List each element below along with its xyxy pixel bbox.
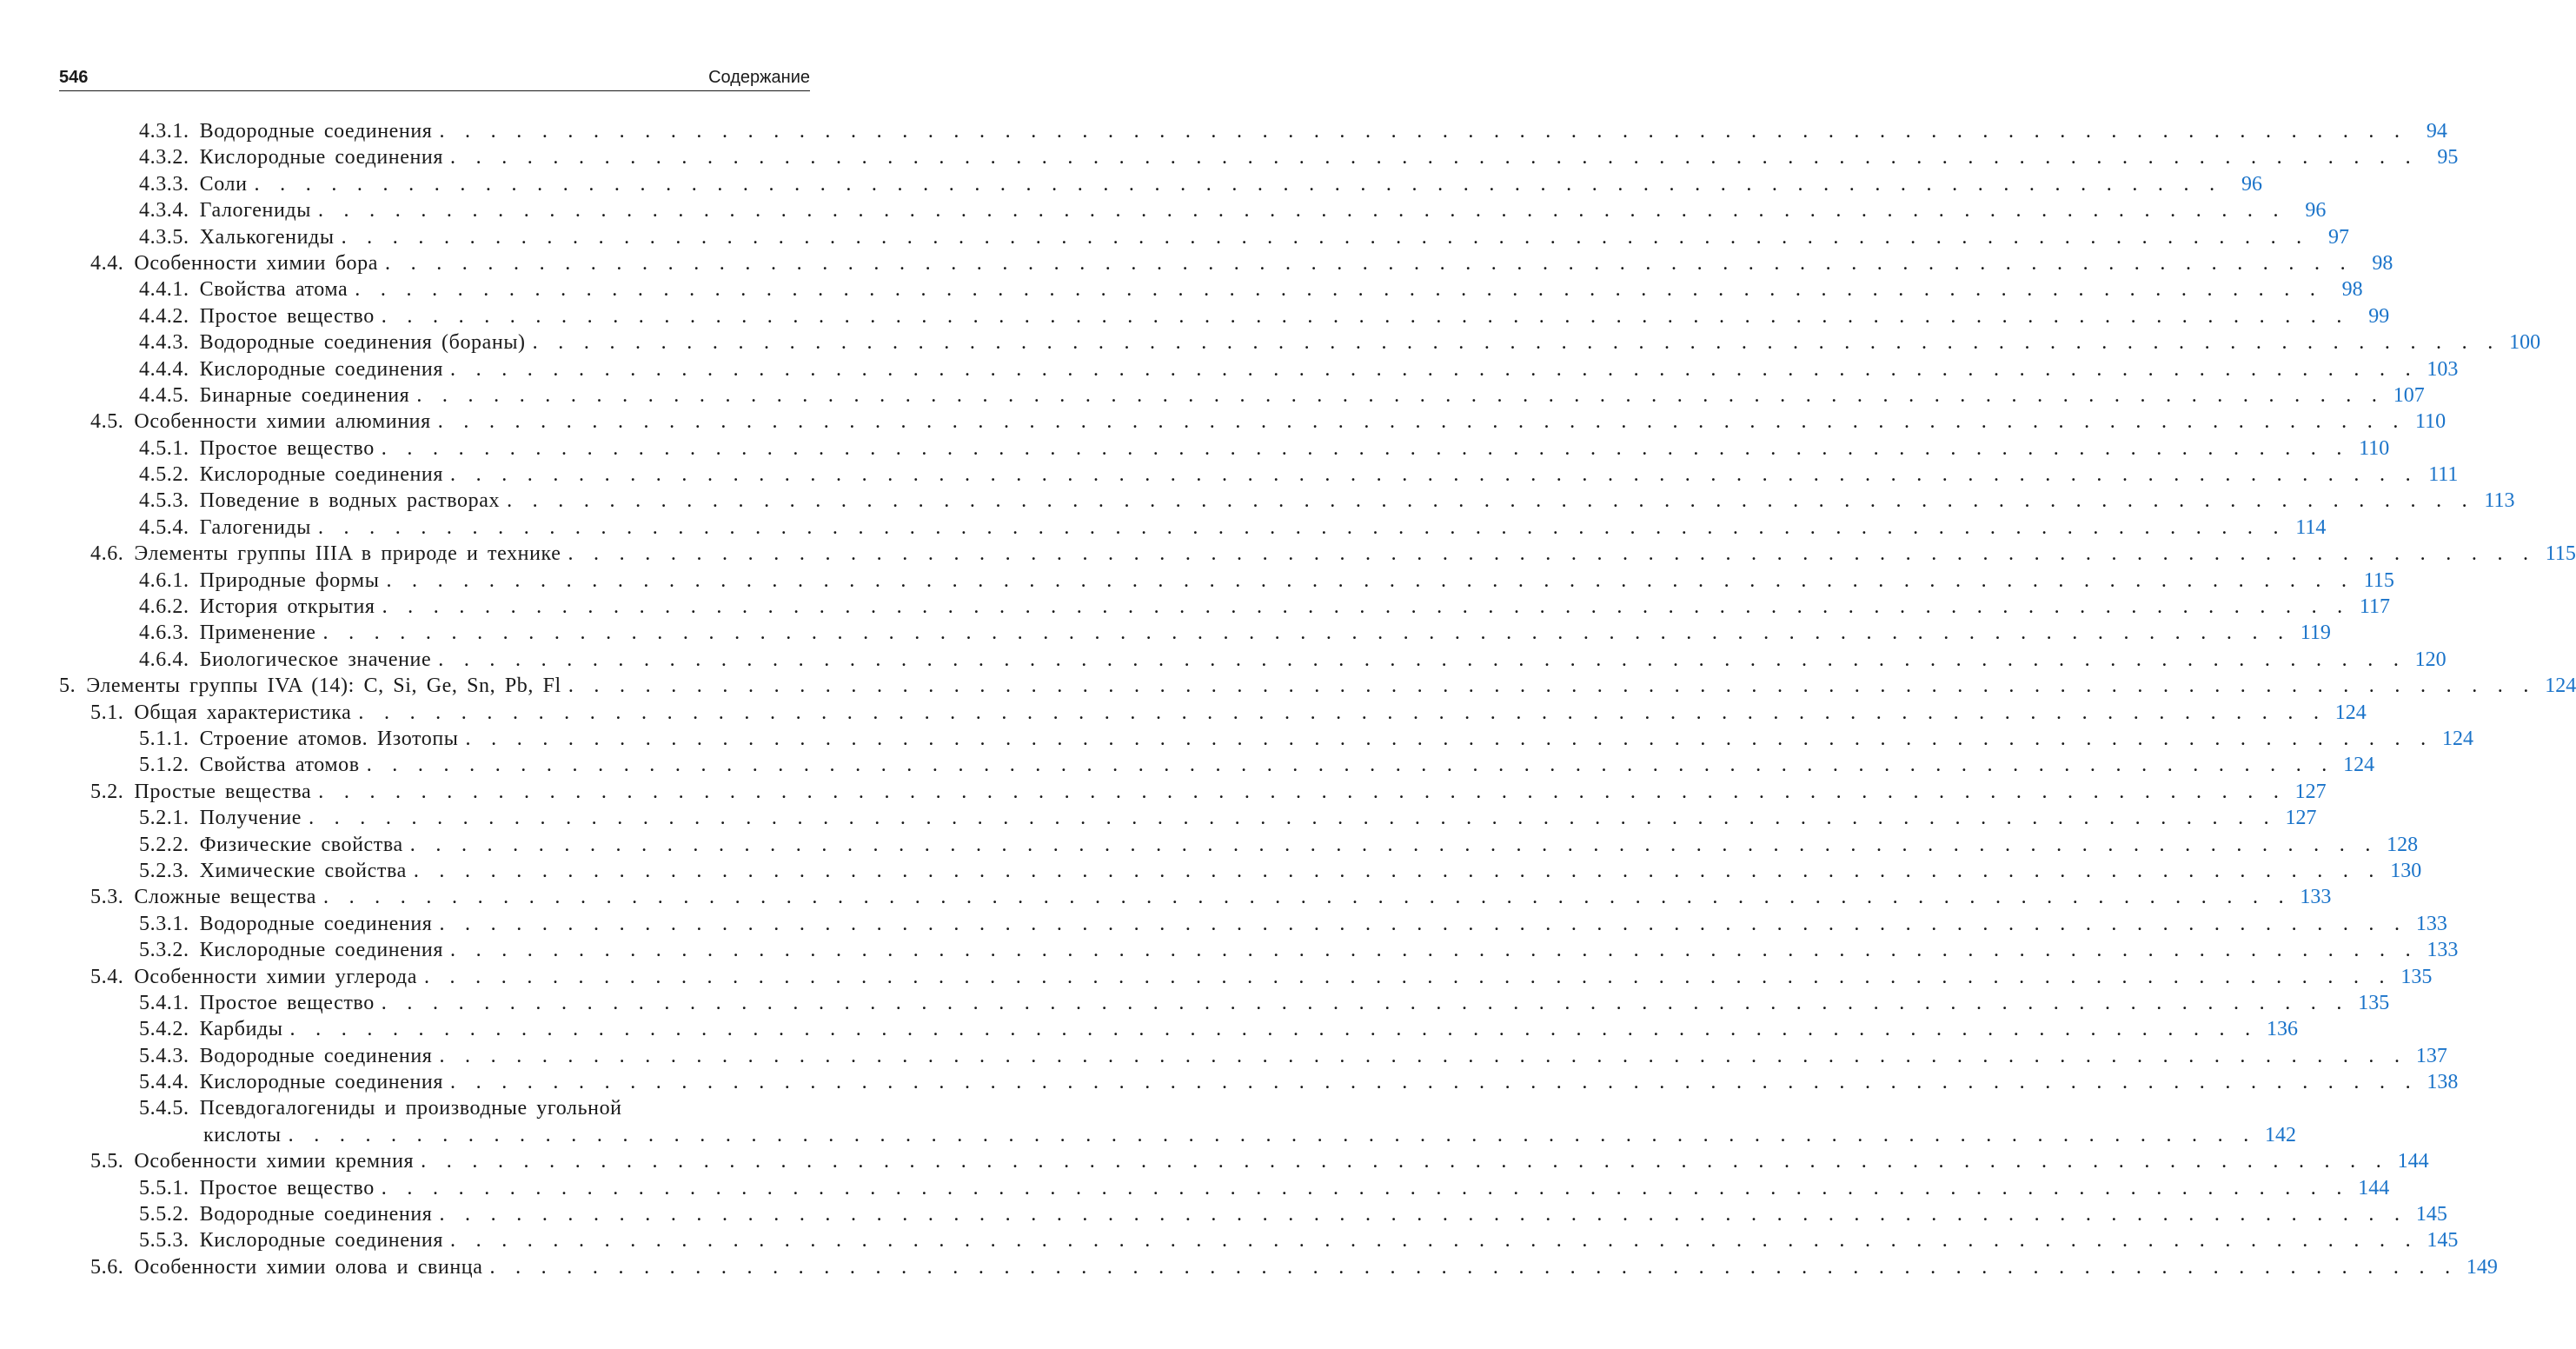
- toc-entry[interactable]: [0, 1255, 2498, 1282]
- entry-title: Элементы группы IIIA в природе и технике: [134, 542, 561, 566]
- entry-title: Свойства атома: [199, 278, 349, 302]
- entry-title: Водородные соединения: [199, 1044, 433, 1067]
- entry-title: Кислородные соединения: [199, 1071, 443, 1094]
- dot-leader: . . . . . . . . . . . . . . . . . . . . . . . . . . . . . . . . . . . . . . . . . . . . . . . . . . . . . . . . . . . . . . . . . . . . . . . . . . . . .: [507, 489, 2473, 513]
- entry-page-link[interactable]: 96: [2241, 172, 2262, 196]
- entry-number: 4.5.1.: [139, 436, 189, 460]
- entry-number: 4.4.3.: [139, 331, 189, 355]
- entry-number: 4.3.4.: [139, 199, 189, 223]
- dot-leader: . . . . . . . . . . . . . . . . . . . . . . . . . . . . . . . . . . . . . . . . . . . . . . . . . . . . . . . . . . . . . . . . . . . . . . . . . . . . .: [382, 595, 2348, 619]
- toc-entry[interactable]: [0, 383, 2425, 410]
- entry-title: Халькогениды: [199, 225, 335, 249]
- entry-page-link[interactable]: 107: [2393, 383, 2425, 407]
- toc-entry-multiline[interactable]: [0, 1097, 869, 1123]
- entry-number: 4.6.1.: [139, 568, 189, 592]
- entry-page-link[interactable]: 135: [2358, 991, 2390, 1014]
- toc-entry[interactable]: [0, 674, 2576, 701]
- dot-leader: . . . . . . . . . . . . . . . . . . . . . . . . . . . . . . . . . . . . . . . . . . . . . . . . . . . . . . . . . . . . . . . . . . . . . . . . . . . . .: [421, 1150, 2387, 1173]
- entry-page-link[interactable]: 145: [2415, 1203, 2447, 1226]
- toc-entry[interactable]: [0, 436, 2390, 463]
- toc-entry[interactable]: [0, 146, 2459, 172]
- toc-entry[interactable]: [0, 595, 2390, 621]
- entry-number: 5.5.2.: [139, 1203, 189, 1226]
- entry-title: Простое вещество: [199, 1176, 375, 1199]
- dot-leader: . . . . . . . . . . . . . . . . . . . . . . . . . . . . . . . . . . . . . . . . . . . . . . . . . . . . . . . . . . . . . . . . . . . . . . . . . . . . .: [385, 251, 2352, 275]
- dot-leader: . . . . . . . . . . . . . . . . . . . . . . . . . . . . . . . . . . . . . . . . . . . . . . . . . . . . . . . . . . . . . . . . . . . . . . . . . . . . .: [489, 1255, 2456, 1279]
- toc-entry[interactable]: [0, 568, 2394, 595]
- dot-leader: . . . . . . . . . . . . . . . . . . . . . . . . . . . . . . . . . . . . . . . . . . . . . . . . . . . . . . . . . . . . . . . . . . . . . . . . . . . . .: [317, 515, 2285, 539]
- entry-number: 5.1.2.: [139, 754, 189, 777]
- toc-entry-continuation[interactable]: [0, 1123, 2297, 1150]
- toc-entry[interactable]: [0, 542, 2576, 568]
- toc-entry[interactable]: [0, 939, 2459, 965]
- dot-leader: . . . . . . . . . . . . . . . . . . . . . . . . . . . . . . . . . . . . . . . . . . . . . . . . . . . . . . . . . . . . . . . . . . . . . . . . . . . . .: [381, 1176, 2348, 1199]
- toc-entry[interactable]: [0, 1018, 2298, 1044]
- toc-entry[interactable]: [0, 331, 2541, 357]
- entry-title: История открытия: [199, 595, 375, 619]
- dot-leader: . . . . . . . . . . . . . . . . . . . . . . . . . . . . . . . . . . . . . . . . . . . . . . . . . . . . . . . . . . . . . . . . . . . . . . . . . . . . .: [288, 1123, 2255, 1146]
- entry-title: Простое вещество: [199, 991, 375, 1014]
- table-of-contents: [0, 120, 2576, 1282]
- entry-number: 5.5.: [90, 1150, 124, 1173]
- entry-page-link[interactable]: 115: [2363, 568, 2394, 592]
- toc-entry[interactable]: [0, 648, 2447, 674]
- toc-entry[interactable]: [0, 278, 2363, 304]
- dot-leader: . . . . . . . . . . . . . . . . . . . . . . . . . . . . . . . . . . . . . . . . . . . . . . . . . . . . . . . . . . . . . . . . . . . . . . . . . . . . .: [568, 542, 2534, 566]
- entry-title: Элементы группы IVA (14): C, Si, Ge, Sn, Pb, Fl: [86, 674, 561, 698]
- entry-title: Галогениды: [199, 199, 311, 223]
- dot-leader: . . . . . . . . . . . . . . . . . . . . . . . . . . . . . . . . . . . . . . . . . . . . . . . . . . . . . . . . . . . . . . . . . . . . . . . . . . . . .: [381, 436, 2348, 460]
- dot-leader: . . . . . . . . . . . . . . . . . . . . . . . . . . . . . . . . . . . . . . . . . . . . . . . . . . . . . . . . . . . . . . . . . . . . . . . . . . . . .: [366, 754, 2334, 777]
- entry-page-link[interactable]: 110: [2359, 436, 2390, 460]
- entry-page-link[interactable]: 94: [2426, 120, 2447, 143]
- entry-title: Кислородные соединения: [199, 463, 443, 487]
- toc-entry[interactable]: [0, 1044, 2447, 1071]
- dot-leader: . . . . . . . . . . . . . . . . . . . . . . . . . . . . . . . . . . . . . . . . . . . . . . . . . . . . . . . . . . . . . . . . . . . . . . . . . . . . .: [439, 1044, 2406, 1067]
- dot-leader: . . . . . . . . . . . . . . . . . . . . . . . . . . . . . . . . . . . . . . . . . . . . . . . . . . . . . . . . . . . . . . . . . . . . . . . . . . . . .: [386, 568, 2353, 592]
- toc-entry[interactable]: [0, 859, 2422, 886]
- entry-number: 4.4.: [90, 251, 124, 275]
- entry-page-link[interactable]: 128: [2387, 833, 2419, 856]
- entry-title: Общая характеристика: [134, 701, 352, 724]
- entry-title: Свойства атомов: [199, 754, 360, 777]
- entry-title: Химические свойства: [199, 859, 407, 882]
- entry-title: Карбиды: [199, 1018, 283, 1041]
- dot-leader: . . . . . . . . . . . . . . . . . . . . . . . . . . . . . . . . . . . . . . . . . . . . . . . . . . . . . . . . . . . . . . . . . . . . . . . . . . . . .: [450, 1229, 2417, 1253]
- entry-title: Строение атомов. Изотопы: [199, 727, 459, 750]
- entry-number: 5.4.4.: [139, 1071, 189, 1094]
- entry-page-link[interactable]: 117: [2359, 595, 2390, 619]
- toc-entry[interactable]: [0, 120, 2447, 146]
- dot-leader: . . . . . . . . . . . . . . . . . . . . . . . . . . . . . . . . . . . . . . . . . . . . . . . . . . . . . . . . . . . . . . . . . . . . . . . . . . . . .: [450, 146, 2417, 169]
- dot-leader: . . . . . . . . . . . . . . . . . . . . . . . . . . . . . . . . . . . . . . . . . . . . . . . . . . . . . . . . . . . . . . . . . . . . . . . . . . . . .: [381, 991, 2348, 1014]
- entry-page-link[interactable]: 149: [2466, 1255, 2498, 1279]
- entry-page-link[interactable]: 114: [2295, 515, 2327, 539]
- entry-title: Кислородные соединения: [199, 1229, 443, 1253]
- toc-entry[interactable]: [0, 199, 2327, 225]
- dot-leader: . . . . . . . . . . . . . . . . . . . . . . . . . . . . . . . . . . . . . . . . . . . . . . . . . . . . . . . . . . . . . . . . . . . . . . . . . . . . .: [465, 727, 2432, 750]
- dot-leader: . . . . . . . . . . . . . . . . . . . . . . . . . . . . . . . . . . . . . . . . . . . . . . . . . . . . . . . . . . . . . . . . . . . . . . . . . . . . .: [568, 674, 2535, 698]
- entry-page-link[interactable]: 136: [2266, 1018, 2298, 1041]
- dot-leader: . . . . . . . . . . . . . . . . . . . . . . . . . . . . . . . . . . . . . . . . . . . . . . . . . . . . . . . . . . . . . . . . . . . . . . . . . . . . .: [450, 939, 2417, 962]
- entry-title: Поведение в водных растворах: [199, 489, 501, 513]
- entry-page-link[interactable]: 133: [2415, 912, 2447, 935]
- dot-leader: . . . . . . . . . . . . . . . . . . . . . . . . . . . . . . . . . . . . . . . . . . . . . . . . . . . . . . . . . . . . . . . . . . . . . . . . . . . . .: [439, 1203, 2406, 1226]
- entry-number: 5.5.3.: [139, 1229, 189, 1253]
- entry-page-link[interactable]: 124: [2343, 754, 2375, 777]
- entry-page-link[interactable]: 137: [2415, 1044, 2447, 1067]
- entry-number: 4.6.2.: [139, 595, 189, 619]
- dot-leader: . . . . . . . . . . . . . . . . . . . . . . . . . . . . . . . . . . . . . . . . . . . . . . . . . . . . . . . . . . . . . . . . . . . . . . . . . . . . .: [416, 383, 2383, 407]
- toc-entry[interactable]: [0, 1176, 2390, 1203]
- entry-number: 5.2.: [90, 780, 124, 803]
- entry-number: 5.6.: [90, 1255, 124, 1279]
- entry-number: 5.3.1.: [139, 912, 189, 935]
- entry-title: Биологическое значение: [199, 648, 432, 671]
- entry-page-link[interactable]: 133: [2427, 939, 2459, 962]
- entry-title: Применение: [199, 621, 316, 645]
- dot-leader: . . . . . . . . . . . . . . . . . . . . . . . . . . . . . . . . . . . . . . . . . . . . . . . . . . . . . . . . . . . . . . . . . . . . . . . . . . . . .: [355, 278, 2321, 302]
- entry-title: Получение: [199, 807, 302, 830]
- entry-title: Кислородные соединения: [199, 357, 443, 381]
- entry-title: Особенности химии углерода: [134, 965, 417, 988]
- entry-number: 4.3.5.: [139, 225, 189, 249]
- toc-entry[interactable]: [0, 225, 2349, 252]
- entry-number: 4.6.3.: [139, 621, 189, 645]
- entry-title: Водородные соединения (бораны): [199, 331, 526, 355]
- entry-title: Водородные соединения: [199, 912, 433, 935]
- entry-number: 5.5.1.: [139, 1176, 189, 1199]
- entry-page-link[interactable]: 138: [2427, 1071, 2459, 1094]
- dot-leader: . . . . . . . . . . . . . . . . . . . . . . . . . . . . . . . . . . . . . . . . . . . . . . . . . . . . . . . . . . . . . . . . . . . . . . . . . . . . .: [309, 807, 2275, 830]
- entry-number: 4.3.2.: [139, 146, 189, 169]
- entry-page-link[interactable]: 111: [2428, 463, 2459, 487]
- entry-number: 5.2.3.: [139, 859, 189, 882]
- toc-entry[interactable]: [0, 410, 2447, 436]
- entry-page-link[interactable]: 135: [2400, 965, 2433, 988]
- dot-leader: . . . . . . . . . . . . . . . . . . . . . . . . . . . . . . . . . . . . . . . . . . . . . . . . . . . . . . . . . . . . . . . . . . . . . . . . . . . . .: [322, 886, 2290, 909]
- entry-number: 4.5.4.: [139, 515, 189, 539]
- entry-number: 5.2.2.: [139, 833, 189, 856]
- toc-entry[interactable]: [0, 965, 2433, 992]
- toc-entry[interactable]: [0, 701, 2367, 728]
- entry-number: 4.5.: [90, 410, 124, 434]
- entry-number: 4.6.: [90, 542, 124, 566]
- entry-page-link[interactable]: 127: [2294, 780, 2327, 803]
- running-title: Содержание: [708, 68, 810, 87]
- entry-number: 4.6.4.: [139, 648, 189, 671]
- entry-number: 5.4.2.: [139, 1018, 189, 1041]
- page-number: 546: [59, 68, 89, 87]
- entry-number: 4.5.3.: [139, 489, 189, 513]
- dot-leader: . . . . . . . . . . . . . . . . . . . . . . . . . . . . . . . . . . . . . . . . . . . . . . . . . . . . . . . . . . . . . . . . . . . . . . . . . . . . .: [437, 410, 2405, 434]
- entry-number: 4.4.5.: [139, 383, 189, 407]
- toc-entry[interactable]: [0, 251, 2393, 278]
- dot-leader: . . . . . . . . . . . . . . . . . . . . . . . . . . . . . . . . . . . . . . . . . . . . . . . . . . . . . . . . . . . . . . . . . . . . . . . . . . . . .: [450, 357, 2417, 381]
- entry-page-link[interactable]: 144: [2358, 1176, 2390, 1199]
- entry-title: Сложные вещества: [134, 886, 316, 909]
- toc-entry[interactable]: [0, 886, 2332, 912]
- entry-number: 4.3.1.: [139, 120, 189, 143]
- entry-page-link[interactable]: 120: [2414, 648, 2447, 671]
- toc-entry[interactable]: [0, 304, 2390, 331]
- entry-page-link[interactable]: 115: [2545, 542, 2576, 566]
- entry-page-link[interactable]: 145: [2427, 1229, 2459, 1253]
- entry-number: 5.4.: [90, 965, 124, 988]
- dot-leader: . . . . . . . . . . . . . . . . . . . . . . . . . . . . . . . . . . . . . . . . . . . . . . . . . . . . . . . . . . . . . . . . . . . . . . . . . . . . .: [358, 701, 2325, 724]
- entry-page-link[interactable]: 110: [2415, 410, 2447, 434]
- dot-leader: . . . . . . . . . . . . . . . . . . . . . . . . . . . . . . . . . . . . . . . . . . . . . . . . . . . . . . . . . . . . . . . . . . . . . . . . . . . . .: [317, 199, 2285, 223]
- toc-entry[interactable]: [0, 780, 2327, 807]
- entry-title: Водородные соединения: [199, 120, 433, 143]
- dot-leader: . . . . . . . . . . . . . . . . . . . . . . . . . . . . . . . . . . . . . . . . . . . . . . . . . . . . . . . . . . . . . . . . . . . . . . . . . . . . .: [289, 1018, 2256, 1041]
- dot-leader: . . . . . . . . . . . . . . . . . . . . . . . . . . . . . . . . . . . . . . . . . . . . . . . . . . . . . . . . . . . . . . . . . . . . . . . . . . . . .: [438, 648, 2405, 671]
- entry-page-link[interactable]: 103: [2427, 357, 2459, 381]
- toc-entry[interactable]: [0, 1203, 2447, 1229]
- entry-number: 5.3.: [90, 886, 124, 909]
- dot-leader: . . . . . . . . . . . . . . . . . . . . . . . . . . . . . . . . . . . . . . . . . . . . . . . . . . . . . . . . . . . . . . . . . . . . . . . . . . . . .: [322, 621, 2289, 645]
- toc-entry[interactable]: [0, 727, 2473, 754]
- entry-page-link[interactable]: 100: [2509, 331, 2541, 355]
- toc-entry[interactable]: [0, 515, 2327, 542]
- dot-leader: . . . . . . . . . . . . . . . . . . . . . . . . . . . . . . . . . . . . . . . . . . . . . . . . . . . . . . . . . . . . . . . . . . . . . . . . . . . . .: [532, 331, 2500, 355]
- toc-entry[interactable]: [0, 912, 2447, 939]
- entry-page-link[interactable]: 119: [2300, 621, 2331, 645]
- entry-page-link[interactable]: 124: [2545, 674, 2576, 698]
- entry-page-link[interactable]: 127: [2285, 807, 2317, 830]
- entry-title: Галогениды: [199, 515, 311, 539]
- entry-title: Простое вещество: [199, 304, 375, 328]
- dot-leader: . . . . . . . . . . . . . . . . . . . . . . . . . . . . . . . . . . . . . . . . . . . . . . . . . . . . . . . . . . . . . . . . . . . . . . . . . . . . .: [318, 780, 2285, 803]
- toc-entry[interactable]: [0, 807, 2317, 833]
- toc-entry[interactable]: [0, 172, 2262, 199]
- entry-number: 5.1.1.: [139, 727, 189, 750]
- entry-number: 5.: [59, 674, 76, 698]
- dot-leader: . . . . . . . . . . . . . . . . . . . . . . . . . . . . . . . . . . . . . . . . . . . . . . . . . . . . . . . . . . . . . . . . . . . . . . . . . . . . .: [439, 120, 2406, 143]
- entry-page-link[interactable]: 99: [2368, 304, 2390, 328]
- entry-title: Особенности химии бора: [134, 251, 378, 275]
- dot-leader: . . . . . . . . . . . . . . . . . . . . . . . . . . . . . . . . . . . . . . . . . . . . . . . . . . . . . . . . . . . . . . . . . . . . . . . . . . . . .: [254, 172, 2221, 196]
- entry-number: 5.4.1.: [139, 991, 189, 1014]
- entry-page-link[interactable]: 133: [2300, 886, 2332, 909]
- dot-leader: . . . . . . . . . . . . . . . . . . . . . . . . . . . . . . . . . . . . . . . . . . . . . . . . . . . . . . . . . . . . . . . . . . . . . . . . . . . . .: [409, 833, 2377, 856]
- entry-title: Простое вещество: [199, 436, 375, 460]
- entry-number: 5.4.3.: [139, 1044, 189, 1067]
- entry-title: Бинарные соединения: [199, 383, 410, 407]
- entry-title: Особенности химии алюминия: [134, 410, 431, 434]
- entry-page-link[interactable]: 124: [2441, 727, 2473, 750]
- toc-entry[interactable]: [0, 1150, 2429, 1176]
- dot-leader: . . . . . . . . . . . . . . . . . . . . . . . . . . . . . . . . . . . . . . . . . . . . . . . . . . . . . . . . . . . . . . . . . . . . . . . . . . . . .: [413, 859, 2380, 882]
- entry-page-link[interactable]: 98: [2372, 251, 2393, 275]
- entry-number: 4.4.2.: [139, 304, 189, 328]
- dot-leader: . . . . . . . . . . . . . . . . . . . . . . . . . . . . . . . . . . . . . . . . . . . . . . . . . . . . . . . . . . . . . . . . . . . . . . . . . . . . .: [423, 965, 2391, 988]
- entry-title: Природные формы: [199, 568, 380, 592]
- entry-title: Соли: [199, 172, 248, 196]
- entry-title: кислоты: [203, 1123, 282, 1146]
- entry-title: Кислородные соединения: [199, 146, 443, 169]
- toc-entry[interactable]: [0, 357, 2459, 384]
- entry-number: 5.1.: [90, 701, 124, 724]
- toc-entry[interactable]: [0, 1071, 2459, 1097]
- entry-title: Физические свойства: [199, 833, 403, 856]
- toc-entry[interactable]: [0, 1229, 2459, 1255]
- entry-number: 4.4.4.: [139, 357, 189, 381]
- toc-entry[interactable]: [0, 621, 2331, 648]
- page-header: [59, 64, 810, 91]
- entry-number: 4.3.3.: [139, 172, 189, 196]
- entry-page-link[interactable]: 142: [2265, 1123, 2297, 1146]
- entry-page-link[interactable]: 124: [2334, 701, 2367, 724]
- dot-leader: . . . . . . . . . . . . . . . . . . . . . . . . . . . . . . . . . . . . . . . . . . . . . . . . . . . . . . . . . . . . . . . . . . . . . . . . . . . . .: [450, 1071, 2417, 1094]
- toc-entry[interactable]: [0, 754, 2375, 780]
- entry-page-link[interactable]: 113: [2484, 489, 2515, 513]
- entry-number: 4.5.2.: [139, 463, 189, 487]
- dot-leader: . . . . . . . . . . . . . . . . . . . . . . . . . . . . . . . . . . . . . . . . . . . . . . . . . . . . . . . . . . . . . . . . . . . . . . . . . . . . .: [450, 463, 2417, 487]
- toc-entry[interactable]: [0, 991, 2390, 1018]
- entry-title: Псевдогалогениды и производные угольной: [199, 1097, 622, 1120]
- entry-page-link[interactable]: 98: [2341, 278, 2363, 302]
- entry-title: Особенности химии кремния: [134, 1150, 415, 1173]
- entry-page-link[interactable]: 97: [2327, 225, 2349, 249]
- toc-entry[interactable]: [0, 489, 2515, 515]
- toc-entry[interactable]: [0, 833, 2419, 860]
- entry-number: 4.4.1.: [139, 278, 189, 302]
- entry-page-link[interactable]: 144: [2397, 1150, 2429, 1173]
- dot-leader: . . . . . . . . . . . . . . . . . . . . . . . . . . . . . . . . . . . . . . . . . . . . . . . . . . . . . . . . . . . . . . . . . . . . . . . . . . . . .: [341, 225, 2307, 249]
- entry-number: 5.2.1.: [139, 807, 189, 830]
- dot-leader: . . . . . . . . . . . . . . . . . . . . . . . . . . . . . . . . . . . . . . . . . . . . . . . . . . . . . . . . . . . . . . . . . . . . . . . . . . . . .: [439, 912, 2406, 935]
- entry-page-link[interactable]: 95: [2437, 146, 2459, 169]
- entry-title: Кислородные соединения: [199, 939, 443, 962]
- entry-page-link[interactable]: 96: [2305, 199, 2327, 223]
- entry-number: 5.4.5.: [139, 1097, 189, 1120]
- entry-page-link[interactable]: 130: [2390, 859, 2422, 882]
- entry-title: Водородные соединения: [199, 1203, 433, 1226]
- entry-title: Особенности химии олова и свинца: [134, 1255, 483, 1279]
- entry-title: Простые вещества: [134, 780, 312, 803]
- entry-number: 5.3.2.: [139, 939, 189, 962]
- toc-entry[interactable]: [0, 463, 2459, 489]
- dot-leader: . . . . . . . . . . . . . . . . . . . . . . . . . . . . . . . . . . . . . . . . . . . . . . . . . . . . . . . . . . . . . . . . . . . . . . . . . . . . .: [381, 304, 2348, 328]
